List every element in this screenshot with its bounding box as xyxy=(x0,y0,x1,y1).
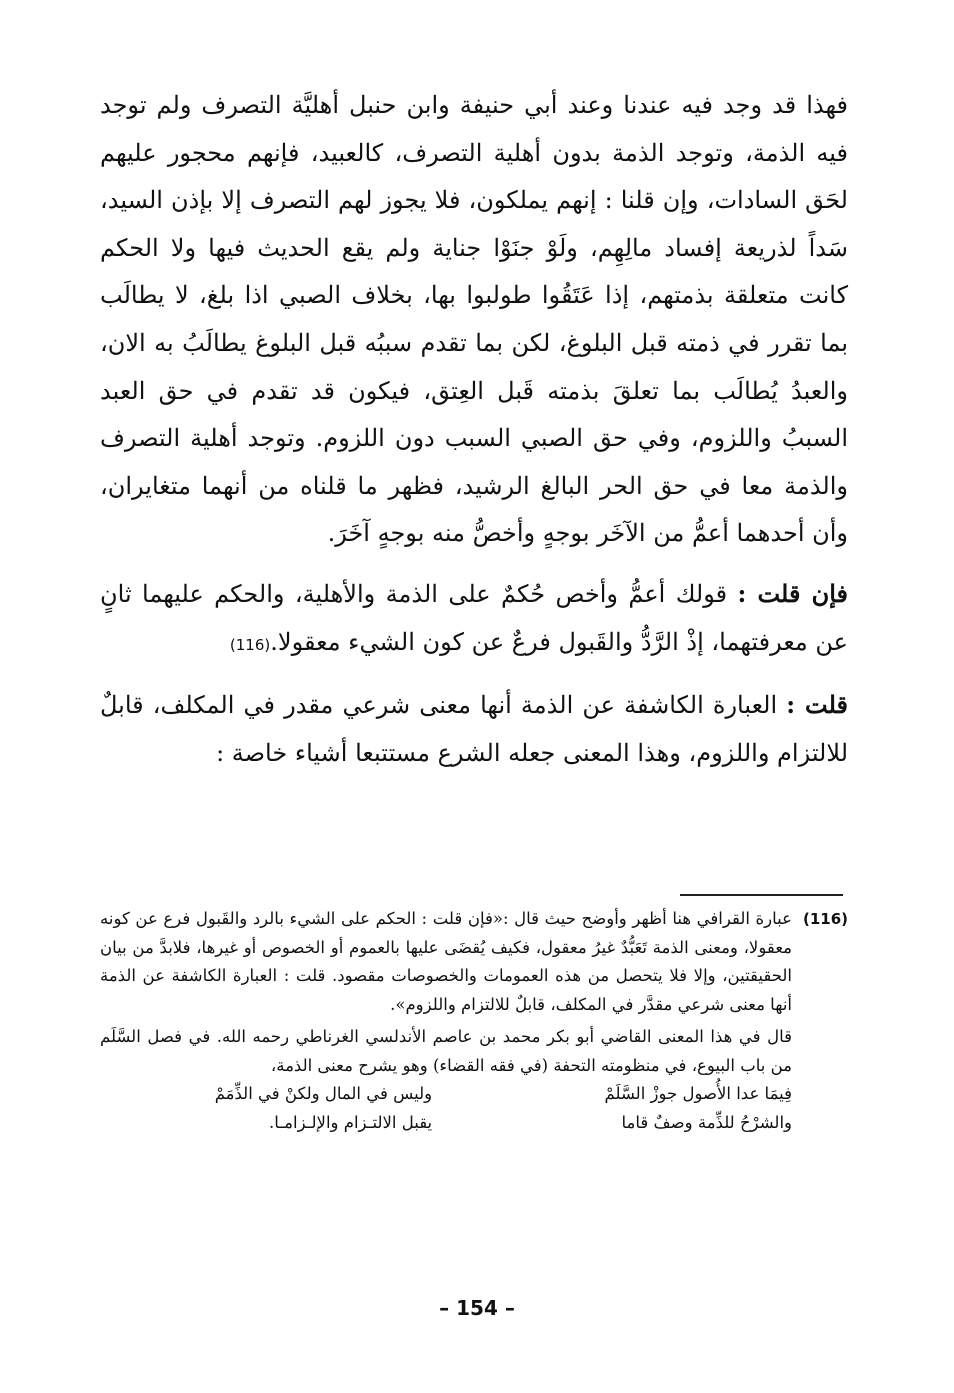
verse-line xyxy=(100,1080,792,1109)
poem-verses xyxy=(100,1080,792,1137)
question-paragraph xyxy=(100,570,848,669)
verse-line xyxy=(100,1109,792,1138)
verse-hemistich: وليس في المال ولكنْ في الذِّمَمْ xyxy=(214,1084,433,1103)
page-number: – 154 – xyxy=(439,1296,515,1320)
question-lead: فإن قلت : xyxy=(737,578,848,608)
footnote-reference[interactable]: (116) xyxy=(229,635,271,654)
verse-hemistich: والشرْحُ للذِّمة وصفٌ قاما xyxy=(621,1112,792,1132)
footnotes xyxy=(100,905,848,1137)
verse-hemistich: فِيمَا عدا الأُصول جوزْ السَّلَمْ xyxy=(604,1084,792,1103)
footnote-divider xyxy=(680,894,843,896)
answer-lead: قلت : xyxy=(786,690,848,720)
footnote-body xyxy=(100,905,792,1137)
footnote-text-continued: قال في هذا المعنى القاضي أبو بكر محمد بن عاصم الأندلسي الغرناطي رحمه الله. في فصل السَّلَم من باب البيوع، في منظومته التحفة (في فقه القضاء) وهو يشرح معنى الذمة، xyxy=(100,1027,792,1075)
footnote-text: عبارة القرافي هنا أظهر وأوضح حيث قال :«فإن قلت : الحكم على الشيء بالرد والقَبول فرع عن كونه معقولا، ومعنى الذمة تَعَبُّدٌ غيرُ معقول، فكيف يُقضَى عليها بالعموم أو الخصوص أو غيرها، فلابدَّ من بيان الحقيقتين، وإلا فلا يتحصل من هذه العمومات والخصوصات مقصود. قلت : العبارة الكاشفة عن الذمة أنها معنى شرعي مقدَّر في المكلف، قابلٌ للالتزام واللزوم». xyxy=(100,909,792,1014)
answer-paragraph xyxy=(100,681,848,777)
answer-text: العبارة الكاشفة عن الذمة أنها معنى شرعي مقدر في المكلف، قابلٌ للالتزام واللزوم، وهذا المعنى جعله الشرع مستتبعا أشياء خاصة : xyxy=(100,691,848,767)
main-text xyxy=(100,82,848,777)
question-text: قولك أعمُّ وأخص حُكمٌ على الذمة والأهلية، والحكم عليهما ثانٍ عن معرفتهما، إذْ الرَّدُّ والقَبول فرعٌ عن كون الشيء معقولا. xyxy=(100,579,848,656)
footnote xyxy=(100,905,848,1137)
body-paragraph: فهذا قد وجد فيه عندنا وعند أبي حنيفة وابن حنبل أهليَّة التصرف ولم توجد فيه الذمة، وتوجد الذمة بدون أهلية التصرف، كالعبيد، فإنهم محجور عليهم لحَق السادات، وإن قلنا : إنهم يملكون، فلا يجوز لهم التصرف إلا بإذن السيد، سَداً لذريعة إفساد مالِهِم، ولَوْ جنَوْا جناية ولم يقع الحديث فيها ولا الحكم كانت متعلقة بذمتهم، إذا عَتَقُوا طولبوا بها، بخلاف الصبي اذا بلغ، لا يطالَب بما تقرر في ذمته قبل البلوغ، لكن بما تقدم سببُه قبل البلوغ يطالَبُ به الان، والعبدُ يُطالَب بما تعلقَ بذمته قَبل العِتق، فيكون قد تقدم في حق العبد السببُ واللزوم، وفي حق الصبي السبب دون اللزوم. وتوجد أهلية التصرف والذمة معا في حق الحر البالغ الرشيد، فظهر ما قلناه من أنهما متغايران، وأن أحدهما أعمُّ من الآخَر بوجهٍ وأخصُّ منه بوجهٍ آخَرَ. xyxy=(100,91,849,548)
footnote-number: (116) xyxy=(802,910,848,928)
verse-hemistich: يقبل الالتـزام والإلـزامـا. xyxy=(269,1112,433,1132)
